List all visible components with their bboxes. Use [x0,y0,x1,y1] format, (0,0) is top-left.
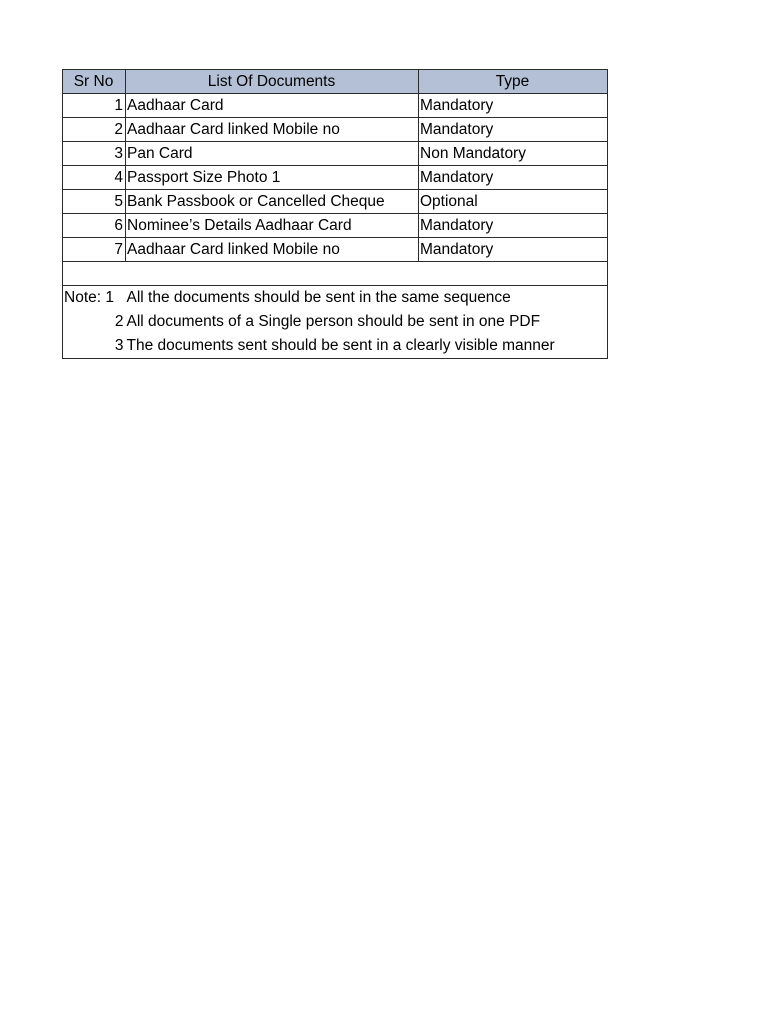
table-row [63,166,608,190]
note-number: 2 [114,313,124,330]
row-sr-no: 5 [63,190,126,214]
note-text: The documents sent should be sent in a clearly visible manner [126,337,555,354]
row-type: Mandatory [419,166,608,190]
table-row [63,94,608,118]
note-label: Note: 1 [64,289,114,306]
row-document: Aadhaar Card [126,94,419,118]
header-list-of-documents: List Of Documents [126,70,419,94]
table-header-row [63,70,608,94]
note-line [63,334,608,359]
row-type: Mandatory [419,214,608,238]
table-row [63,118,608,142]
document-sheet [62,69,607,359]
row-document: Pan Card [126,142,419,166]
row-type: Mandatory [419,238,608,262]
row-sr-no: 3 [63,142,126,166]
note-text: All the documents should be sent in the same sequence [126,289,511,306]
row-type: Mandatory [419,94,608,118]
note-line [63,286,608,310]
row-type: Non Mandatory [419,142,608,166]
table-row [63,238,608,262]
header-sr-no: Sr No [63,70,126,94]
row-type: Mandatory [419,118,608,142]
row-document: Passport Size Photo 1 [126,166,419,190]
table-row [63,214,608,238]
note-line [63,310,608,334]
row-sr-no: 7 [63,238,126,262]
row-sr-no: 2 [63,118,126,142]
notes-block [62,286,608,359]
note-text: All documents of a Single person should be sent in one PDF [126,313,541,330]
row-document: Aadhaar Card linked Mobile no [126,238,419,262]
row-sr-no: 1 [63,94,126,118]
row-document: Aadhaar Card linked Mobile no [126,118,419,142]
row-document: Nominee’s Details Aadhaar Card [126,214,419,238]
empty-row [63,262,608,286]
row-document: Bank Passbook or Cancelled Cheque [126,190,419,214]
table-row [63,142,608,166]
row-sr-no: 4 [63,166,126,190]
header-type: Type [419,70,608,94]
row-sr-no: 6 [63,214,126,238]
note-number: 3 [114,337,124,354]
row-type: Optional [419,190,608,214]
table-row [63,190,608,214]
empty-cell [63,262,608,286]
documents-table [62,69,608,286]
